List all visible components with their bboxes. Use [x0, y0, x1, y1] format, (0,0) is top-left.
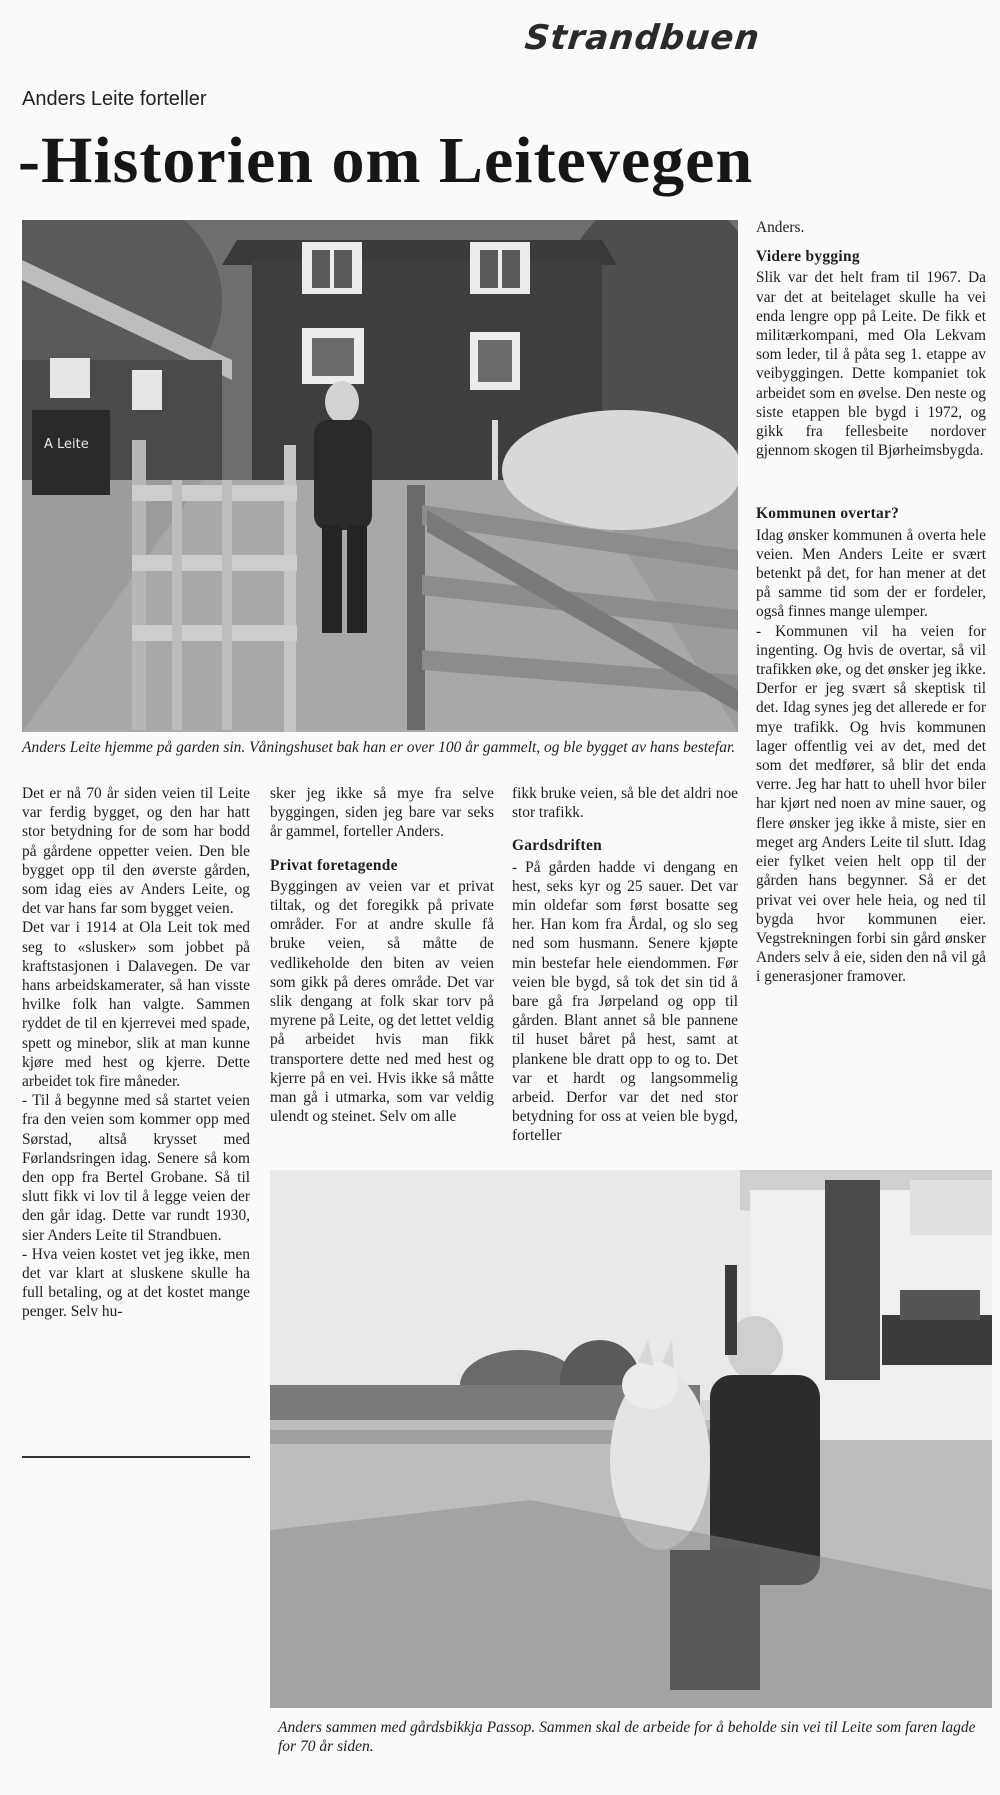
photo-man-at-gate [22, 220, 738, 732]
subheading-gardsdriften: Gardsdriften [512, 837, 602, 855]
photo-man-at-gate-image [22, 220, 738, 732]
column-3 [512, 784, 738, 1146]
paragraph: - Kommunen vil ha veien for ingenting. Og hvis de overtar, så vil trafikken øke, og det ønsker jeg ikke. Derfor er jeg svært så skeptisk til det. Idag synes jeg det allerede er for mye trafikk. Og hvis kommunen lager offentlig vei av det, med det som det medfører, så blir det enda verre. Jeg har hatt to uhell hvor biler har kjørt ned noen av mine sauer, og flere ønsker jeg ikke å miste, sier en meget arg Anders Leite til slutt. Idag eier fylket veien helt opp til der gården hans begynner. Så er det privat vei over hele heia, og ned til bygda hvor kommunen eier. Vegstrekningen forbi sin gård ønsker Anders selv å eie, siden den nå vil gå i generasjoner framover. [756, 622, 986, 986]
paragraph: Idag ønsker kommunen å overta hele veien. Men Anders Leite er svært betenkt på det, for han mener at det på samme tid som der er fordeler, også finnes mange ulemper. [756, 526, 986, 621]
paragraph: - Til å begynne med så startet veien fra den veien som kommer opp med Sørstad, altså krysset med Førlandsringen idag. Senere så kom den opp fra Bertel Grobane. Så til slutt fikk vi lov til å legge veien der den går idag. Dette var rundt 1930, sier Anders Leite til Strandbuen. [22, 1092, 250, 1244]
paragraph: sker jeg ikke så mye fra selve byggingen, siden jeg bare var seks år gammel, forteller Anders. [270, 785, 494, 841]
photo1-caption: Anders Leite hjemme på garden sin. Våningshuset bak han er over 100 år gammelt, og ble bygget av hans bestefar. [22, 739, 736, 756]
paragraph: Anders. [756, 219, 805, 236]
subheading-privat-foretagende: Privat foretagende [270, 856, 398, 874]
paragraph: Det er nå 70 år siden veien til Leite var ferdig bygget, og den har hatt stor betydning for de som har bodd på gårdene oppetter veien. Den ble bygget opp til den øverste gården, som idag eies av Anders Leite, og det var hans far som bygget veien. [22, 785, 250, 918]
mailbox-label: A Leite [44, 437, 89, 452]
column-1 [22, 784, 250, 1322]
paragraph: Byggingen av veien var et privat tiltak, og det foregikk på private områder. For at andre skulle få bruke veien, så måtte de vedlikeholde den biten av veien som gikk på deres område. Det var slik dengang at folk skar torv på myrene på Leite, og det lettet veldig på arbeidet hvis man fikk transportere dette ned med hest og kjerre på en vei. Hvis ikke så måtte man gå i utmarka, som var veldig ulendt og steinet. Selv om alle [270, 877, 494, 1126]
photo-man-with-dog-image [270, 1170, 992, 1708]
paragraph: fikk bruke veien, så ble det aldri noe stor trafikk. [512, 785, 738, 822]
masthead: Strandbuen [522, 18, 762, 58]
kicker: Anders Leite forteller [22, 88, 207, 110]
photo2-caption: Anders sammen med gårdsbikkja Passop. Sammen skal de arbeide for å beholde sin vei til Leite som faren lagde for 70 år siden. [278, 1719, 976, 1755]
column-end-rule [22, 1456, 250, 1458]
paragraph: - På gården hadde vi dengang en hest, seks kyr og 25 sauer. Det var min oldefar som først bosatte seg her. Han kom fra Årdal, og slo seg ned som husmann. Senere kjøpte min bestefar hele eiendommen. Før veien ble bygd, så tok det sin tid å bare gå fra Jørpeland og opp til gården. Blant annet så ble pannene til huset båret på hest, samt at plankene ble dratt opp to og to. Det var et hardt og langsommelig arbeid. Derfor var det ned stor betydning for oss at veien ble bygd, forteller [512, 858, 738, 1145]
paragraph: Slik var det helt fram til 1967. Da var det at beitelaget skulle ha vei enda lengre opp på Leite. De fikk et militærkompani, med Ola Lekvam som leder, til å påta seg 1. etappe av veibyggingen. Dette kompaniet tok arbeidet som en øvelse. Den neste og siste etappen ble bygd i 1972, og gikk fra fellesbeite nordover gjennom skogen til Bjørheimsbygda. [756, 269, 986, 460]
column-4 [756, 218, 986, 987]
column-2 [270, 784, 494, 1126]
subheading-videre-bygging: Videre bygging [756, 248, 860, 266]
subheading-kommunen-overtar: Kommunen overtar? [756, 505, 900, 523]
headline: -Historien om Leitevegen [18, 124, 754, 197]
photo-man-with-dog [270, 1170, 992, 1708]
paragraph: - Hva veien kostet vet jeg ikke, men det var klart at sluskene skulle ha full betaling, og at det kostet mange penger. Selv hu- [22, 1245, 250, 1321]
paragraph: Det var i 1914 at Ola Leit tok med seg to «slusker» som jobbet på kraftstasjonen i Dalavegen. De var hans arbeidskamerater, så han visste hvilke folk han valgte. Sammen ryddet de til en kjerrevei med spade, spett og minebor, slik at man kunne kjøre med hest og kjerre. Dette arbeidet tok fire måneder. [22, 919, 250, 1091]
